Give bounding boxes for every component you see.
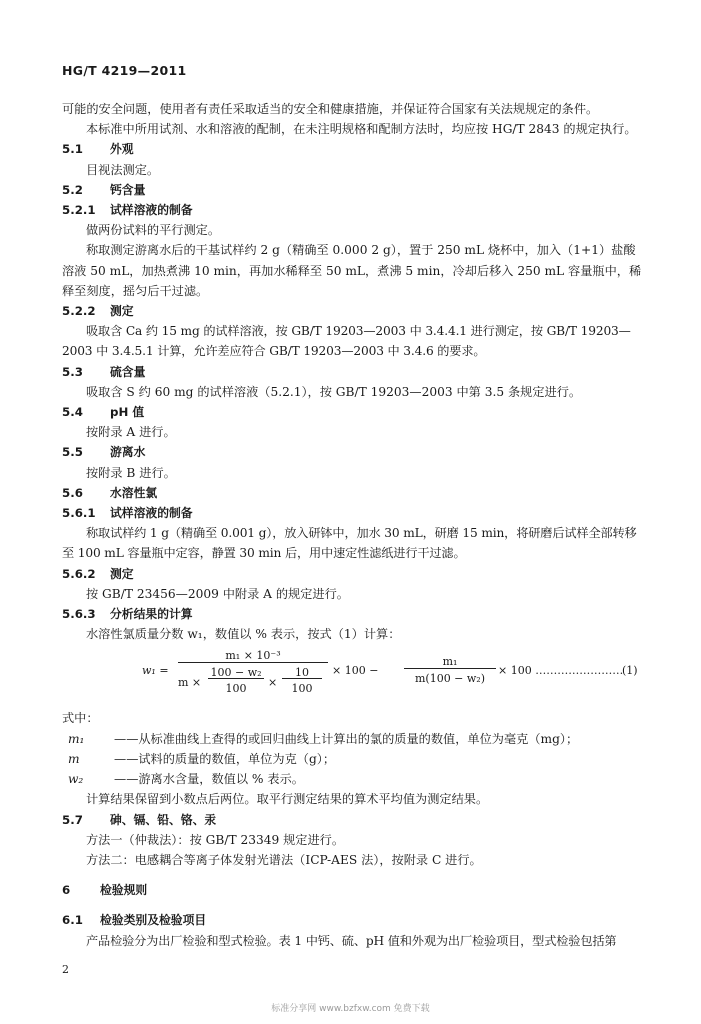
formula-inner-fraction-numerator: 100 − w₂ [210, 666, 262, 680]
formula-equation-number: (1) [622, 664, 638, 678]
document-code-header: HG/T 4219—2011 [62, 63, 187, 78]
formula-fraction-2-numerator: m₁ [442, 655, 458, 669]
formula-fraction-1 [178, 646, 328, 699]
formula-fraction-1-numerator: m₁ × 10⁻³ [225, 649, 281, 663]
section-heading-5-7: 5.7 砷、镉、铅、铬、汞 [62, 812, 217, 827]
section-text-5-6-3-a: 水溶性氯质量分数 w₁，数值以 % 表示，按式（1）计算： [86, 627, 401, 642]
definition-m: m ——试料的质量的数值，单位为克（g）； [68, 751, 336, 766]
section-heading-5-6-3: 5.6.3 分析结果的计算 [62, 607, 193, 622]
intro-line-1: 可能的安全问题，使用者有责任采取适当的安全和健康措施，并保证符合国家有关法规规定的条件。 [62, 102, 599, 116]
section-text-5-6-3-b: 计算结果保留到小数点后两位。取平行测定结果的算术平均值为测定结果。 [86, 792, 489, 807]
watermark-text: 标准分享网 www.bzfxw.com 免费下载 [271, 1004, 430, 1014]
section-heading-5-4: 5.4 pH 值 [62, 405, 145, 420]
section-heading-5-5: 5.5 游离水 [62, 445, 146, 460]
section-text-5-6-2: 按 GB/T 23456—2009 中附录 A 的规定进行。 [86, 586, 349, 601]
section-text-5-2-1-b: 称取测定游离水后的干基试样约 2 g（精确至 0.000 2 g），置于 250 mL 烧杯中，加入（1+1）盐酸溶液 50 mL，加热煮沸 10 min，再加水稀释至 50 mL，煮沸 5 min，冷却后移入 250 mL 容量瓶中，稀释至刻度，摇匀后干过滤。 [62, 243, 642, 298]
section-text-5-4: 按附录 A 进行。 [86, 425, 176, 440]
formula-inner-fraction-2-denominator: 100 [282, 678, 322, 699]
formula-middle: × 100 − [332, 664, 379, 678]
formula-1 [142, 644, 647, 704]
section-text-6-1: 产品检验分为出厂检验和型式检验。表 1 中钙、硫、pH 值和外观为出厂检验项目，型式检验包括第 [86, 933, 617, 948]
section-text-5-6-1: 称取试样约 1 g（精确至 0.001 g），放入研钵中，加水 30 mL，研磨 15 min，将研磨后试样全部转移至 100 mL 容量瓶中定容，静置 30 min 后，用中速定性滤纸进行干过滤。 [62, 526, 637, 561]
section-heading-5-1: 5.1 外观 [62, 142, 134, 157]
section-heading-5-6-2: 5.6.2 测定 [62, 566, 134, 581]
document-body [62, 99, 647, 951]
definition-w2: w₂ ——游离水含量，数值以 % 表示。 [68, 772, 304, 787]
section-heading-6-1: 6.1 检验类别及检验项目 [62, 913, 207, 928]
definition-m1: m₁ ——从标准曲线上查得的或回归曲线上计算出的氯的质量的数值，单位为毫克（mg）； [68, 731, 579, 746]
page-number: 2 [62, 963, 69, 976]
section-text-5-1: 目视法测定。 [86, 162, 160, 177]
formula-fraction-2-denominator: m(100 − w₂) [414, 672, 486, 686]
section-text-5-7-method-2: 方法二：电感耦合等离子体发射光谱法（ICP-AES 法），按附录 C 进行。 [86, 852, 482, 867]
formula-times-sign: × [268, 676, 278, 690]
where-label: 式中： [62, 711, 99, 726]
section-heading-5-6: 5.6 水溶性氯 [62, 485, 158, 500]
formula-fraction-1-den-prefix: m × [178, 676, 202, 690]
section-heading-6: 6 检验规则 [62, 883, 148, 898]
formula-inner-fraction-2-numerator: 10 [295, 666, 309, 680]
intro-line-2: 本标准中所用试剂、水和溶液的配制，在未注明规格和配制方法时，均应按 HG/T 2843 的规定执行。 [86, 122, 637, 137]
section-heading-5-2-2: 5.2.2 测定 [62, 304, 134, 319]
section-text-5-2-1-a: 做两份试料的平行测定。 [86, 223, 221, 238]
section-text-5-7-method-1: 方法一（仲裁法）：按 GB/T 23349 规定进行。 [86, 832, 345, 847]
formula-fraction-2 [404, 652, 496, 685]
section-heading-5-2-1: 5.2.1 试样溶液的制备 [62, 203, 193, 218]
formula-inner-fraction-denominator: 100 [208, 678, 264, 699]
section-heading-5-6-1: 5.6.1 试样溶液的制备 [62, 506, 193, 521]
section-heading-5-2: 5.2 钙含量 [62, 182, 146, 197]
section-text-5-2-2: 吸取含 Ca 约 15 mg 的试样溶液，按 GB/T 19203—2003 中 3.4.4.1 进行测定，按 GB/T 19203—2003 中 3.4.5.1 计算，允许差应符合 GB/T 19203—2003 中 3.4.6 的要求。 [62, 324, 631, 359]
formula-tail: × 100 …………………… [498, 664, 624, 678]
formula-lhs: w₁ = [142, 664, 169, 678]
section-heading-5-3: 5.3 硫含量 [62, 364, 146, 379]
section-text-5-3: 吸取含 S 约 60 mg 的试样溶液（5.2.1），按 GB/T 19203—2003 中第 3.5 条规定进行。 [86, 384, 582, 399]
section-text-5-5: 按附录 B 进行。 [86, 465, 176, 480]
